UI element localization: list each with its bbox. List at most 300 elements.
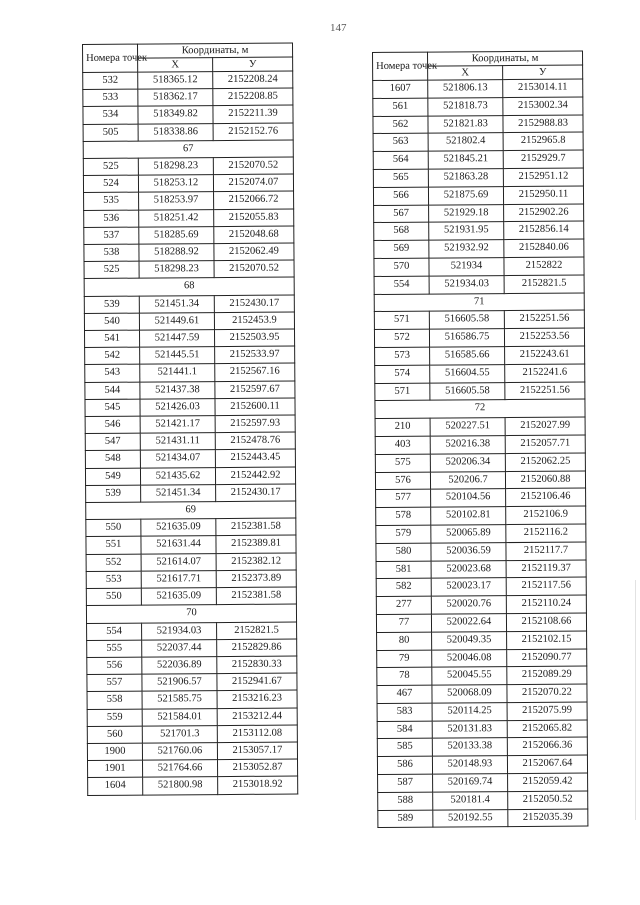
table-row	[377, 631, 587, 650]
section-number: 72	[375, 399, 585, 418]
y-coordinate-cell: 2152090.77	[507, 649, 587, 667]
x-coordinate-cell: 521845.21	[428, 151, 503, 169]
y-coordinate-cell: 2152597.93	[215, 415, 295, 433]
table-row	[87, 708, 297, 727]
point-number-cell: 582	[376, 578, 431, 596]
y-coordinate-cell: 2152117.7	[506, 542, 586, 560]
table-row	[373, 132, 583, 151]
table-row	[85, 432, 295, 451]
x-coordinate-cell: 520022.64	[431, 613, 506, 631]
table-row	[84, 295, 294, 314]
point-number-cell: 581	[376, 561, 431, 579]
x-coordinate-cell: 521585.75	[142, 691, 217, 709]
y-coordinate-cell: 2152929.7	[503, 150, 583, 168]
x-coordinate-cell: 521760.06	[142, 742, 217, 760]
point-number-cell: 553	[86, 571, 141, 589]
x-coordinate-cell: 518338.86	[138, 123, 213, 141]
x-coordinate-cell: 520102.81	[431, 507, 506, 525]
table-row	[87, 639, 297, 658]
y-coordinate-cell: 2152208.24	[213, 71, 293, 89]
section-number: 69	[86, 501, 296, 520]
y-coordinate-cell: 2152057.71	[505, 435, 585, 453]
x-coordinate-cell: 520114.25	[432, 702, 507, 720]
scan-edge-line	[635, 580, 636, 820]
point-number-cell: 575	[375, 454, 430, 472]
y-coordinate-cell: 2152050.52	[508, 791, 588, 809]
y-coordinate-cell: 2152048.68	[214, 226, 294, 244]
section-row	[374, 293, 584, 312]
x-coordinate-cell: 521931.95	[429, 222, 504, 240]
y-coordinate-cell: 2152251.56	[504, 310, 584, 328]
table-row	[83, 157, 293, 176]
y-coordinate-cell: 2152381.58	[216, 587, 296, 605]
point-number-cell: 583	[377, 703, 432, 721]
table-row	[85, 346, 295, 365]
table-row	[85, 467, 295, 486]
y-coordinate-cell: 2153112.08	[217, 725, 297, 743]
table-row	[375, 346, 585, 365]
point-number-cell: 551	[86, 537, 141, 555]
x-coordinate-cell: 516585.66	[430, 347, 505, 365]
table-row	[375, 435, 585, 454]
table-row	[87, 622, 297, 641]
table-row	[374, 275, 584, 294]
point-number-cell: 210	[375, 418, 430, 436]
y-coordinate-cell: 2152821.5	[217, 622, 297, 640]
x-coordinate-cell: 520192.55	[433, 809, 508, 827]
point-number-cell: 574	[375, 365, 430, 383]
y-coordinate-cell: 2152243.61	[505, 346, 585, 364]
x-coordinate-cell: 521449.61	[139, 312, 214, 330]
header-coordinates: Координаты, м	[428, 51, 583, 66]
point-number-cell: 580	[376, 543, 431, 561]
point-number-cell: 505	[83, 124, 138, 142]
y-coordinate-cell: 2152116.2	[506, 524, 586, 542]
y-coordinate-cell: 2152075.99	[507, 702, 587, 720]
section-row	[86, 501, 296, 520]
point-number-cell: 541	[85, 330, 140, 348]
x-coordinate-cell: 520065.89	[431, 524, 506, 542]
point-number-cell: 467	[377, 685, 432, 703]
point-number-cell: 542	[85, 347, 140, 365]
x-coordinate-cell: 520131.83	[432, 720, 507, 738]
y-coordinate-cell: 2152089.29	[507, 666, 587, 684]
y-coordinate-cell: 2152822	[504, 257, 584, 275]
table-row	[84, 209, 294, 228]
y-coordinate-cell: 2152106.46	[506, 488, 586, 506]
table-row	[376, 506, 586, 525]
x-coordinate-cell: 518285.69	[139, 226, 214, 244]
x-coordinate-cell: 518349.82	[138, 106, 213, 124]
table-row	[86, 587, 296, 606]
point-number-cell: 545	[85, 399, 140, 417]
header-x: X	[138, 58, 213, 73]
table-row	[375, 364, 585, 383]
y-coordinate-cell: 2153057.17	[217, 742, 297, 760]
x-coordinate-cell: 520181.4	[433, 791, 508, 809]
x-coordinate-cell: 521441.1	[140, 364, 215, 382]
table-row	[87, 656, 297, 675]
x-coordinate-cell: 521435.62	[140, 467, 215, 485]
x-coordinate-cell: 521635.09	[141, 588, 216, 606]
header-coordinates: Координаты, м	[138, 43, 293, 58]
table-row	[88, 776, 298, 795]
y-coordinate-cell: 2152066.72	[214, 191, 294, 209]
x-coordinate-cell: 522036.89	[142, 656, 217, 674]
table-row	[86, 536, 296, 555]
table-row	[85, 363, 295, 382]
y-coordinate-cell: 2152035.39	[508, 809, 588, 827]
x-coordinate-cell: 521437.38	[140, 381, 215, 399]
point-number-cell: 568	[374, 222, 429, 240]
point-number-cell: 554	[87, 623, 142, 641]
y-coordinate-cell: 2152070.52	[214, 260, 294, 278]
table-row	[376, 542, 586, 561]
point-number-cell: 556	[87, 657, 142, 675]
table-row	[85, 415, 295, 434]
point-number-cell: 586	[377, 756, 432, 774]
table-body-right	[373, 79, 588, 828]
point-number-cell: 573	[375, 347, 430, 365]
point-number-cell: 552	[86, 554, 141, 572]
x-coordinate-cell: 520206.7	[430, 471, 505, 489]
point-number-cell: 533	[83, 89, 138, 107]
y-coordinate-cell: 2153002.34	[503, 97, 583, 115]
x-coordinate-cell: 518288.92	[139, 244, 214, 262]
x-coordinate-cell: 516586.75	[429, 329, 504, 347]
table-row	[375, 382, 585, 401]
x-coordinate-cell: 518251.42	[139, 209, 214, 227]
page-number: 147	[330, 22, 347, 34]
section-number: 67	[83, 140, 293, 159]
y-coordinate-cell: 2152600.11	[215, 398, 295, 416]
y-coordinate-cell: 2152110.24	[506, 595, 586, 613]
point-number-cell: 554	[374, 276, 429, 294]
point-number-cell: 403	[375, 436, 430, 454]
y-coordinate-cell: 2152442.92	[215, 467, 295, 485]
table-row	[376, 560, 586, 579]
y-coordinate-cell: 2152253.56	[504, 328, 584, 346]
table-row	[84, 191, 294, 210]
section-number: 68	[84, 277, 294, 296]
point-number-cell: 572	[374, 329, 429, 347]
table-row	[376, 595, 586, 614]
y-coordinate-cell: 2152106.9	[506, 506, 586, 524]
x-coordinate-cell: 520020.76	[431, 596, 506, 614]
header-y: У	[213, 57, 293, 72]
point-number-cell: 535	[84, 193, 139, 211]
x-coordinate-cell: 521617.71	[141, 570, 216, 588]
section-row	[86, 604, 296, 623]
y-coordinate-cell: 2153212.44	[217, 708, 297, 726]
point-number-cell: 587	[378, 774, 433, 792]
x-coordinate-cell: 520046.08	[432, 649, 507, 667]
point-number-cell: 560	[87, 726, 142, 744]
y-coordinate-cell: 2152241.6	[505, 364, 585, 382]
y-coordinate-cell: 2152062.25	[505, 453, 585, 471]
table-row	[86, 484, 296, 503]
table-row	[377, 684, 587, 703]
y-coordinate-cell: 2152965.8	[503, 132, 583, 150]
section-row	[375, 399, 585, 418]
table-row	[376, 577, 586, 596]
x-coordinate-cell: 520133.38	[432, 738, 507, 756]
y-coordinate-cell: 2153018.92	[218, 776, 298, 794]
section-number: 71	[374, 293, 584, 312]
y-coordinate-cell: 2152102.15	[507, 631, 587, 649]
y-coordinate-cell: 2152062.49	[214, 243, 294, 261]
x-coordinate-cell: 521764.66	[143, 760, 218, 778]
table-row	[373, 186, 583, 205]
x-coordinate-cell: 520169.74	[433, 774, 508, 792]
table-row	[377, 666, 587, 685]
point-number-cell: 578	[376, 507, 431, 525]
table-row	[86, 553, 296, 572]
x-coordinate-cell: 520227.51	[430, 418, 505, 436]
x-coordinate-cell: 516605.58	[430, 382, 505, 400]
point-number-cell: 565	[373, 169, 428, 187]
table-row	[87, 725, 297, 744]
x-coordinate-cell: 521631.44	[141, 536, 216, 554]
point-number-cell: 546	[85, 416, 140, 434]
x-coordinate-cell: 521701.3	[142, 725, 217, 743]
y-coordinate-cell: 2152988.83	[503, 115, 583, 133]
table-row	[376, 524, 586, 543]
point-number-cell: 543	[85, 365, 140, 383]
table-row	[87, 673, 297, 692]
y-coordinate-cell: 2152066.36	[507, 737, 587, 755]
point-number-cell: 525	[84, 261, 139, 279]
y-coordinate-cell: 2152829.86	[217, 639, 297, 657]
point-number-cell: 576	[375, 472, 430, 490]
x-coordinate-cell: 518362.17	[138, 89, 213, 107]
x-coordinate-cell: 520104.56	[431, 489, 506, 507]
point-number-cell: 550	[86, 588, 141, 606]
y-coordinate-cell: 2152840.06	[504, 239, 584, 257]
y-coordinate-cell: 2152443.45	[215, 449, 295, 467]
x-coordinate-cell: 521934	[429, 258, 504, 276]
y-coordinate-cell: 2152060.88	[505, 471, 585, 489]
x-coordinate-cell: 521421.17	[140, 416, 215, 434]
table-row	[85, 381, 295, 400]
point-number-cell: 561	[373, 98, 428, 116]
point-number-cell: 563	[373, 134, 428, 152]
table-row	[84, 226, 294, 245]
point-number-cell: 555	[87, 640, 142, 658]
point-number-cell: 547	[85, 433, 140, 451]
point-number-cell: 525	[83, 158, 138, 176]
x-coordinate-cell: 521431.11	[140, 433, 215, 451]
y-coordinate-cell: 2152117.56	[506, 577, 586, 595]
x-coordinate-cell: 518298.23	[139, 261, 214, 279]
y-coordinate-cell: 2152152.76	[213, 123, 293, 141]
point-number-cell: 539	[84, 296, 139, 314]
y-coordinate-cell: 2152070.22	[507, 684, 587, 702]
x-coordinate-cell: 520206.34	[430, 453, 505, 471]
point-number-cell: 544	[85, 382, 140, 400]
y-coordinate-cell: 2152856.14	[504, 221, 584, 239]
y-coordinate-cell: 2152950.11	[503, 186, 583, 204]
point-number-cell: 539	[86, 485, 141, 503]
point-number-cell: 540	[84, 313, 139, 331]
point-number-cell: 579	[376, 525, 431, 543]
point-number-cell: 558	[87, 691, 142, 709]
y-coordinate-cell: 2152902.26	[504, 204, 584, 222]
x-coordinate-cell: 521426.03	[140, 398, 215, 416]
point-number-cell: 536	[84, 210, 139, 228]
point-number-cell: 277	[376, 596, 431, 614]
y-coordinate-cell: 2152478.76	[215, 432, 295, 450]
point-number-cell: 550	[86, 519, 141, 537]
point-number-cell: 1607	[373, 80, 428, 98]
x-coordinate-cell: 518298.23	[138, 158, 213, 176]
point-number-cell: 77	[376, 614, 431, 632]
point-number-cell: 559	[87, 709, 142, 727]
y-coordinate-cell: 2152430.17	[214, 295, 294, 313]
y-coordinate-cell: 2153014.11	[503, 79, 583, 97]
x-coordinate-cell: 521800.98	[143, 777, 218, 795]
point-number-cell: 538	[84, 244, 139, 262]
point-number-cell: 570	[374, 258, 429, 276]
table-row	[376, 488, 586, 507]
y-coordinate-cell: 2152941.67	[217, 673, 297, 691]
table-row	[375, 417, 585, 436]
x-coordinate-cell: 518253.12	[138, 175, 213, 193]
y-coordinate-cell: 2152453.9	[214, 312, 294, 330]
table-body-left	[83, 71, 298, 795]
x-coordinate-cell: 520036.59	[431, 542, 506, 560]
table-row	[84, 243, 294, 262]
section-row	[83, 140, 293, 159]
x-coordinate-cell: 520023.17	[431, 578, 506, 596]
x-coordinate-cell: 521614.07	[141, 553, 216, 571]
x-coordinate-cell: 521818.73	[428, 97, 503, 115]
section-number: 70	[86, 604, 296, 623]
table-row	[88, 759, 298, 778]
x-coordinate-cell: 521445.51	[140, 347, 215, 365]
table-row	[378, 809, 588, 828]
x-coordinate-cell: 521802.4	[428, 133, 503, 151]
point-number-cell: 557	[87, 674, 142, 692]
table-row	[373, 79, 583, 98]
table-row	[373, 97, 583, 116]
table-row	[83, 105, 293, 124]
x-coordinate-cell: 518365.12	[138, 72, 213, 90]
point-number-cell: 549	[85, 468, 140, 486]
y-coordinate-cell: 2152503.95	[214, 329, 294, 347]
x-coordinate-cell: 520023.68	[431, 560, 506, 578]
table-row	[376, 613, 586, 632]
point-number-cell: 562	[373, 116, 428, 134]
table-row	[378, 791, 588, 810]
x-coordinate-cell: 521451.34	[141, 484, 216, 502]
x-coordinate-cell: 521806.13	[428, 80, 503, 98]
table-row	[84, 260, 294, 279]
table-row	[83, 123, 293, 142]
point-number-cell: 1900	[87, 743, 142, 761]
x-coordinate-cell: 518253.97	[139, 192, 214, 210]
point-number-cell: 566	[373, 187, 428, 205]
x-coordinate-cell: 520216.38	[430, 436, 505, 454]
header-y: У	[503, 65, 583, 80]
table-row	[374, 204, 584, 223]
y-coordinate-cell: 2152208.85	[213, 88, 293, 106]
point-number-cell: 78	[377, 667, 432, 685]
table-row	[375, 453, 585, 472]
table-row	[87, 742, 297, 761]
x-coordinate-cell: 521934.03	[429, 275, 504, 293]
point-number-cell: 571	[375, 383, 430, 401]
header-point-numbers: Номера точек	[373, 52, 428, 80]
y-coordinate-cell: 2152382.12	[216, 553, 296, 571]
x-coordinate-cell: 521434.07	[140, 450, 215, 468]
table-row	[378, 773, 588, 792]
table-row	[374, 257, 584, 276]
y-coordinate-cell: 2152389.81	[216, 536, 296, 554]
y-coordinate-cell: 2152059.42	[508, 773, 588, 791]
section-row	[84, 277, 294, 296]
x-coordinate-cell: 521821.83	[428, 115, 503, 133]
x-coordinate-cell: 522037.44	[142, 639, 217, 657]
table-row	[377, 649, 587, 668]
point-number-cell: 589	[378, 810, 433, 828]
y-coordinate-cell: 2152597.67	[215, 381, 295, 399]
coordinates-table-right	[372, 51, 588, 829]
y-coordinate-cell: 2152074.07	[213, 174, 293, 192]
y-coordinate-cell: 2152070.52	[213, 157, 293, 175]
table-row	[374, 328, 584, 347]
x-coordinate-cell: 521934.03	[142, 622, 217, 640]
point-number-cell: 532	[83, 72, 138, 90]
x-coordinate-cell: 521875.69	[428, 186, 503, 204]
x-coordinate-cell: 520045.55	[432, 667, 507, 685]
point-number-cell: 584	[377, 721, 432, 739]
x-coordinate-cell: 521929.18	[429, 204, 504, 222]
table-row	[85, 398, 295, 417]
x-coordinate-cell: 516605.58	[429, 311, 504, 329]
point-number-cell: 567	[374, 205, 429, 223]
point-number-cell: 588	[378, 792, 433, 810]
x-coordinate-cell: 521906.57	[142, 674, 217, 692]
y-coordinate-cell: 2152211.39	[213, 105, 293, 123]
y-coordinate-cell: 2152065.82	[507, 720, 587, 738]
y-coordinate-cell: 2152373.89	[216, 570, 296, 588]
table-row	[86, 570, 296, 589]
table-row	[84, 312, 294, 331]
point-number-cell: 571	[374, 311, 429, 329]
table-row	[85, 329, 295, 348]
point-number-cell: 80	[377, 632, 432, 650]
table-row	[83, 88, 293, 107]
x-coordinate-cell: 521451.34	[139, 295, 214, 313]
y-coordinate-cell: 2152108.66	[506, 613, 586, 631]
x-coordinate-cell: 521584.01	[142, 708, 217, 726]
header-point-numbers: Номера точек	[83, 44, 138, 72]
table-row	[377, 702, 587, 721]
table-row	[375, 471, 585, 490]
table-row	[377, 737, 587, 756]
y-coordinate-cell: 2152381.58	[216, 518, 296, 536]
header-x: X	[428, 66, 503, 81]
y-coordinate-cell: 2152567.16	[215, 363, 295, 381]
point-number-cell: 564	[373, 151, 428, 169]
point-number-cell: 548	[85, 451, 140, 469]
y-coordinate-cell: 2152430.17	[216, 484, 296, 502]
table-row	[373, 168, 583, 187]
table-row	[374, 239, 584, 258]
table-row	[83, 71, 293, 90]
table-row	[83, 174, 293, 193]
